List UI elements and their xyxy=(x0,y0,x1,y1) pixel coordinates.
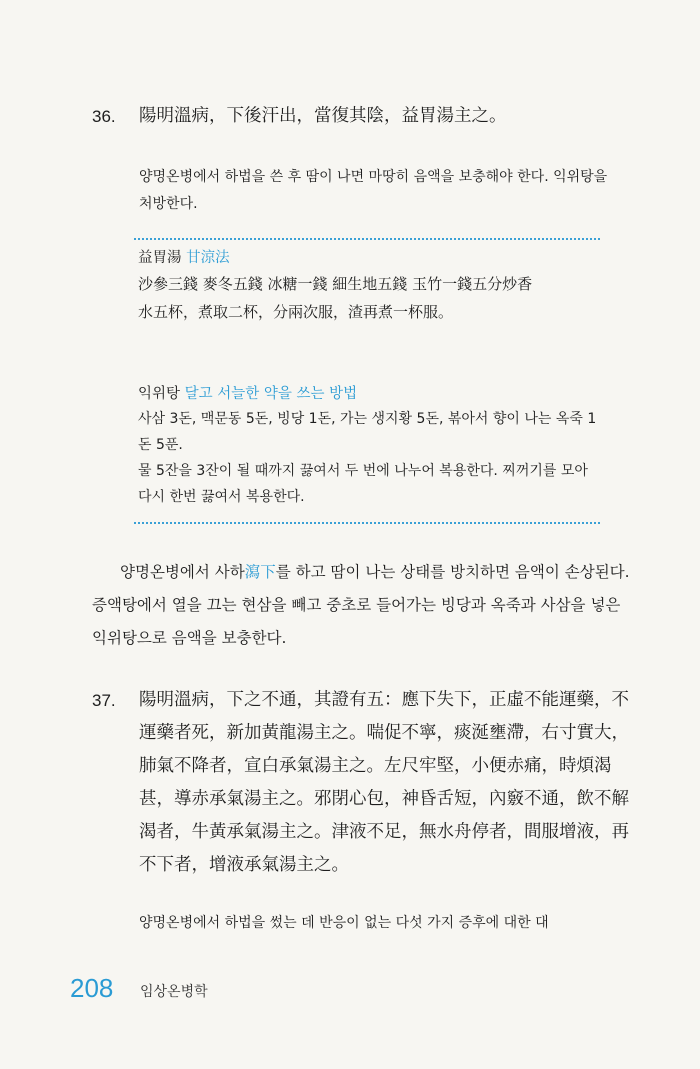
commentary-hanja: 瀉下 xyxy=(244,563,276,581)
commentary-paragraph: 양명온병에서 사하瀉下를 하고 땀이 나는 상태를 방치하면 음액이 손상된다. 증액탕에서 열을 끄는 현삼을 빼고 중초로 들어가는 빙당과 옥죽과 사삼을 넣은 익위탕으로 음액을 보충한다. xyxy=(92,563,630,647)
verse-number: 36. xyxy=(92,107,116,126)
formula-preparation: 水五杯，煮取二杯，分兩次服，渣再煮一杯服。 xyxy=(138,303,454,321)
verse-text: 陽明溫病，下後汗出，當復其陰，益胃湯主之。 xyxy=(139,106,507,126)
dotted-divider-top xyxy=(134,238,600,240)
running-head: 임상온병학 xyxy=(140,984,208,1000)
verse-text: 陽明溫病，下之不通，其證有五：應下失下，正虛不能運藥，不運藥者死，新加黃龍湯主之。喘促不寧，痰涎壅滯，右寸實大，肺氣不降者，宣白承氣湯主之。左尺牢堅，小便赤痛，時煩渴甚，導赤承氣湯主之。邪閉心包，神昏舌短，內竅不通，飲不解渴者，牛黃承氣湯主之。津液不足，無水舟停者，間服增液，再不下者，增液承氣湯主之。 xyxy=(139,690,629,875)
page-number: 208 xyxy=(70,973,114,1003)
formula-method-label: 甘涼法 xyxy=(186,250,230,266)
formula-box xyxy=(134,238,604,528)
formula-chinese xyxy=(138,246,598,326)
translation-37: 양명온병에서 하법을 썼는 데 반응이 없는 다섯 가지 증후에 대한 대 xyxy=(139,915,549,931)
formula-korean xyxy=(138,382,598,510)
verse-37 xyxy=(92,684,642,882)
formula-preparation-ko: 물 5잔을 3잔이 될 때까지 끓여서 두 번에 나누어 복용한다. 찌꺼기를 모아 다시 한번 끓여서 복용한다. xyxy=(138,463,588,505)
formula-ingredients-ko: 사삼 3돈, 맥문동 5돈, 빙당 1돈, 가는 생지황 5돈, 볶아서 향이 나는 옥죽 1돈 5푼. xyxy=(138,411,597,453)
dotted-divider-bottom xyxy=(134,522,600,524)
formula-heading: 益胃湯 甘涼法 xyxy=(138,250,230,266)
formula-heading-ko: 익위탕 달고 서늘한 약을 쓰는 방법 xyxy=(138,386,358,402)
verse-36 xyxy=(92,100,642,133)
formula-ingredients: 沙參三錢 麥冬五錢 冰糖一錢 細生地五錢 玉竹一錢五分炒香 xyxy=(138,275,533,293)
translation-36: 양명온병에서 하법을 쓴 후 땀이 나면 마땅히 음액을 보충해야 한다. 익위탕을 처방한다. xyxy=(139,169,608,212)
verse-number: 37. xyxy=(92,691,116,710)
formula-method-label-ko: 달고 서늘한 약을 쓰는 방법 xyxy=(184,386,358,402)
